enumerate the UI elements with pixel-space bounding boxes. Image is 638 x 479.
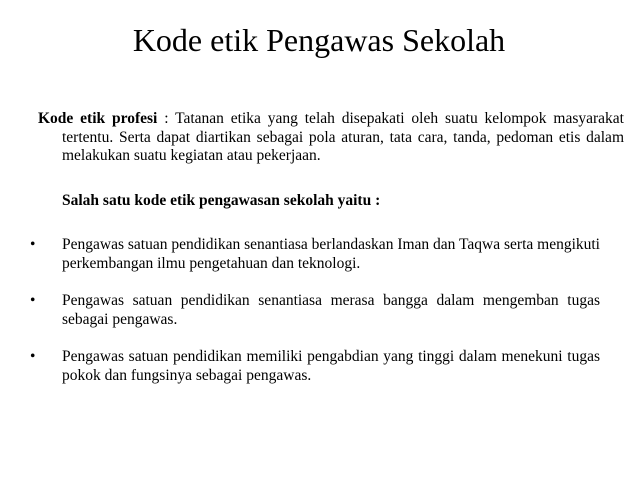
definition-separator: : <box>157 110 176 127</box>
bullet-icon: • <box>30 236 36 253</box>
bullet-text: Pengawas satuan pendidikan senantiasa merasa bangga dalam mengemban tugas sebagai pengawas. <box>62 292 600 328</box>
definition-paragraph <box>38 110 624 166</box>
bullet-text: Pengawas satuan pendidikan senantiasa berlandaskan Iman dan Taqwa serta mengikuti perkembangan ilmu pengetahuan dan teknologi. <box>62 236 600 272</box>
bullet-text: Pengawas satuan pendidikan memiliki pengabdian yang tinggi dalam menekuni tugas pokok dan fungsinya sebagai pengawas. <box>62 348 600 384</box>
list-item <box>30 348 600 385</box>
slide-title: Kode etik Pengawas Sekolah <box>132 22 506 58</box>
definition-text: Tatanan etika yang telah disepakati oleh suatu kelompok masyarakat tertentu. Serta dapat diartikan sebagai pola aturan, tata cara, tanda, pedoman etis dalam melakukan suatu kegiatan atau pekerjaan. <box>62 110 624 164</box>
list-item <box>30 292 600 329</box>
intro-heading: Salah satu kode etik pengawasan sekolah yaitu : <box>62 192 381 209</box>
list-item <box>30 236 600 273</box>
bullet-icon: • <box>30 348 36 365</box>
bullet-list <box>30 236 600 404</box>
bullet-icon: • <box>30 292 36 309</box>
definition-term: Kode etik profesi <box>38 110 158 127</box>
